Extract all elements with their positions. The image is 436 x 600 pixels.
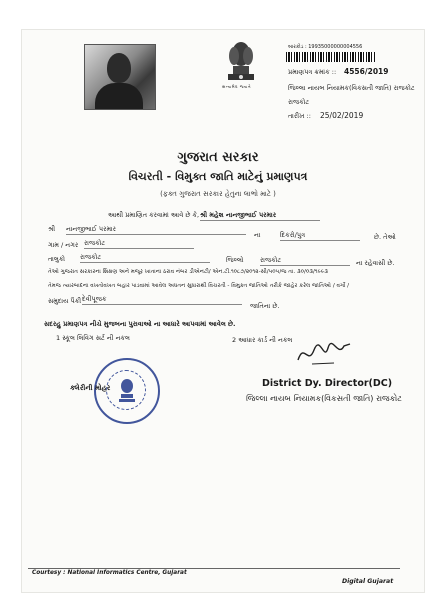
- certificate-page: [22, 30, 424, 592]
- barcode-label: બારકોડ : 19935000000004556: [288, 44, 363, 50]
- taluka: રાજકોટ: [80, 253, 210, 263]
- father-name: નાનજીભાઈ પરમાર: [66, 225, 246, 235]
- chhe-temo: છે. તેઓ: [374, 233, 396, 241]
- handwritten-signature: [294, 336, 354, 368]
- national-emblem-icon: [224, 40, 258, 84]
- footer-courtesy: Courtesy : National Informatics Centre, Gujarat: [32, 570, 187, 576]
- taluka-label: તાલુકો: [48, 255, 66, 263]
- village-label: ગામ / નગર: [48, 241, 79, 249]
- signatory-title: District Dy. Director(DC): [262, 378, 393, 389]
- docs-header: સદરહુ પ્રમાણપત્ર નીચે મુજબના પુરાવાઓ ના આધારે આપવામાં આવેલ છે.: [44, 320, 236, 328]
- cert-no-label: પ્રમાણપત્ર ક્રમાંક ::: [288, 68, 337, 76]
- para-3-prefix: સમુદાય પૈકી: [48, 297, 82, 305]
- cert-subtitle: (ફક્ત ગુજરાત સરકાર હેતુના લાભો માટે ): [160, 190, 276, 198]
- para-1: તેઓ ગુજરાત સરકારના શિક્ષણ અને મજૂર ખાતાના ઠરાવ નંબર ડીએનટી/ એન.ટી.૧૦૮૭/૨૦૧૨-સી/૫૦૫/જ તા. ૩૦/૦૩/૧૯૯૩: [48, 269, 328, 275]
- doc-1: 1 સ્કૂલ લિવિંગ સર્ટ ની નકલ: [56, 334, 130, 342]
- signatory-office: જિલ્લા નાયબ નિયામક(વિકસતી જાતિ) રાજકોટ: [246, 394, 402, 403]
- father-label: શ્રી: [48, 225, 56, 233]
- applicant-photo: [84, 44, 156, 110]
- seal-label: ક્લેરીની મોહર: [70, 384, 111, 392]
- relation: દિકરો/પુત્ર: [280, 231, 360, 241]
- applicant-name: શ્રી મહેશ નાનજીભાઈ પરમાર: [200, 211, 320, 221]
- office-header: જિલ્લા નાયબ નિયામક(વિકસતી જાતિ) રાજકોટ: [288, 84, 415, 92]
- village: રાજકોટ: [84, 239, 194, 249]
- cert-title: વિચરતી - વિમુક્ત જાતિ માટેનું પ્રમાણપત્ર: [128, 170, 308, 183]
- gov-title: ગુજરાત સરકાર: [177, 150, 259, 165]
- footer-divider: [28, 568, 400, 569]
- city-header: રાજકોટ: [288, 98, 310, 106]
- community: દેવીપૂજક: [82, 295, 242, 305]
- cert-no: 4556/2019: [344, 67, 389, 76]
- para-3-suffix: જાતિના છે.: [250, 302, 280, 310]
- date: 25/02/2019: [320, 111, 364, 120]
- district: રાજકોટ: [260, 256, 350, 266]
- barcode: [286, 52, 376, 62]
- certify-prefix: આથી પ્રમાણિત કરવામાં આવે છે કે,: [108, 211, 200, 219]
- para-2: તેમજ ત્યારબાદના વખતોવખત બહાર પાડવામાં આવેલ અધતન સુધારાથી વિચરતી - વિમુક્ત જાતિઓ તરીકે જાહેર કરેલ જાતિઓ / વર્ગો /: [48, 283, 350, 289]
- date-label: તારીખ ::: [288, 112, 311, 120]
- seal-emblem-icon: [117, 378, 137, 404]
- emblem-caption: સત્યમેવ જયતે: [222, 84, 251, 89]
- doc-2: 2 આધાર કાર્ડ ની નકલ: [232, 336, 293, 344]
- footer-brand: Digital Gujarat: [342, 578, 394, 585]
- district-label: જિલ્લો: [226, 256, 244, 264]
- na-label: ના: [254, 231, 261, 239]
- resident-suffix: ના રહેવાસી છે.: [356, 259, 395, 267]
